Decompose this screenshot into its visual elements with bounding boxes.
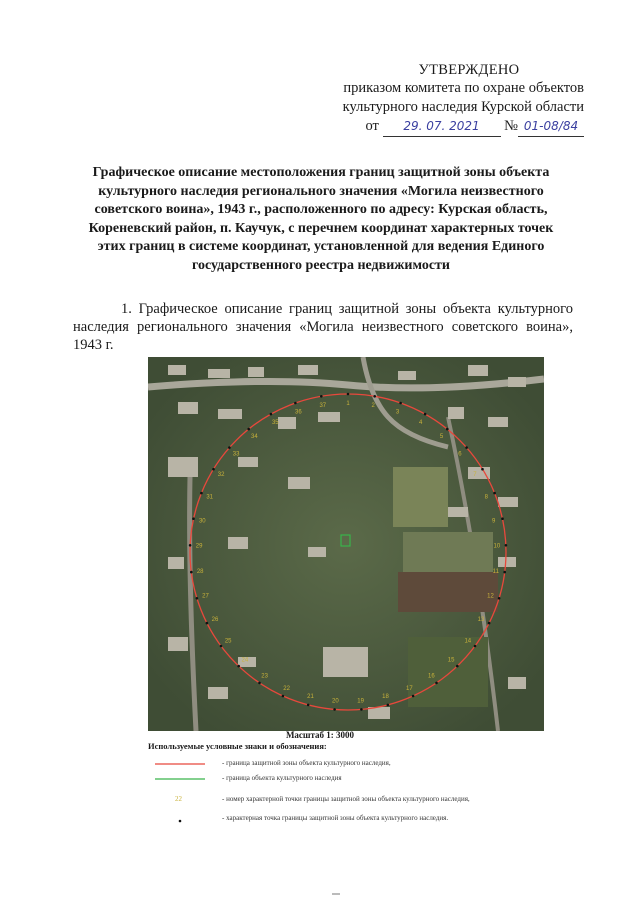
characteristic-point — [446, 428, 449, 431]
characteristic-point — [505, 544, 508, 547]
point-number-label: 32 — [217, 471, 225, 478]
characteristic-point — [237, 665, 240, 668]
paragraph-text: 1. Графическое описание границ защитной зоны объекта культурного наследия регионального значения «Могила неизвестного советского воина», 1943 г. — [73, 301, 573, 353]
characteristic-point — [474, 645, 477, 648]
map-scale: Масштаб 1: 3000 — [285, 730, 355, 740]
characteristic-point — [206, 622, 209, 625]
approval-block — [314, 62, 584, 137]
characteristic-point — [387, 704, 390, 707]
point-number-label: 29 — [195, 543, 203, 550]
map-canvas — [148, 357, 544, 731]
characteristic-point — [294, 402, 297, 405]
characteristic-point — [399, 402, 402, 405]
point-number-label: 15 — [447, 657, 455, 664]
legend-green-line-symbol — [155, 772, 205, 786]
legend-number-symbol: 22 — [175, 795, 182, 803]
characteristic-point — [481, 468, 484, 471]
point-number-label: 2 — [371, 403, 375, 410]
point-number-label: 12 — [487, 593, 494, 600]
characteristic-point — [192, 517, 195, 520]
document-title: Графическое описание местоположения границ защитной зоны объекта культурного наследия регионального значения «Могила неизвестного советского воина», 1943 г., расположенного по адресу: Курская область, Кореневский район, п. Каучук, с перечнем координат характерных точек этих границ в системе координат, установленной для ведения Единого государственного реестра недвижимости — [88, 165, 554, 273]
section-paragraph — [73, 300, 573, 354]
legend-item-zone — [155, 757, 555, 771]
approval-line-1: приказом комитета по охране объектов — [343, 80, 584, 96]
characteristic-point — [200, 492, 203, 495]
point-number-label: 17 — [406, 685, 413, 692]
characteristic-point — [212, 468, 215, 471]
legend-text: - характерная точка границы защитной зоны объекта культурного наследия. — [222, 814, 449, 822]
legend-text: - номер характерной точки границы защитной зоны объекта культурного наследия, — [222, 795, 470, 803]
characteristic-point — [190, 571, 193, 574]
legend-red-line-symbol — [155, 757, 205, 771]
point-number-label: 37 — [319, 403, 327, 410]
characteristic-point — [333, 708, 336, 711]
characteristic-point — [424, 413, 427, 416]
point-number-label: 14 — [464, 638, 472, 645]
point-number-label: 7 — [473, 471, 477, 478]
characteristic-point — [465, 446, 468, 449]
point-number-label: 11 — [492, 568, 499, 575]
characteristic-point — [220, 645, 223, 648]
characteristic-point — [498, 597, 501, 600]
point-number-label: 23 — [261, 673, 268, 680]
characteristic-point — [270, 413, 273, 416]
point-number-label: 20 — [332, 698, 339, 705]
satellite-map — [148, 357, 544, 731]
characteristic-point — [282, 695, 285, 698]
legend-dot-symbol — [155, 812, 205, 826]
point-number-label: 35 — [271, 419, 279, 426]
field — [398, 572, 498, 612]
field — [408, 637, 488, 707]
characteristic-point — [258, 682, 261, 685]
approval-heading: УТВЕРЖДЕНО — [418, 62, 520, 78]
characteristic-point — [320, 395, 323, 398]
characteristic-point — [488, 622, 491, 625]
characteristic-point — [196, 597, 199, 600]
point-number-label: 33 — [232, 451, 240, 458]
point-number-label: 18 — [382, 694, 389, 701]
legend-title: Используемые условные знаки и обозначения: — [148, 741, 327, 751]
characteristic-point — [435, 682, 438, 685]
characteristic-point — [360, 708, 363, 711]
point-number-label: 9 — [492, 518, 496, 525]
point-number-label: 26 — [211, 617, 219, 624]
point-number-label: 19 — [357, 698, 364, 705]
page-footer-mark — [332, 893, 340, 895]
point-number-label: 10 — [493, 543, 501, 550]
legend-item-point-number — [155, 793, 555, 807]
characteristic-point — [189, 544, 192, 547]
characteristic-point — [307, 704, 310, 707]
point-number-label: 31 — [206, 494, 214, 501]
date-prefix: от — [365, 118, 379, 134]
approval-date-number — [314, 117, 584, 137]
point-number-label: 25 — [224, 638, 232, 645]
point-number-label: 28 — [196, 568, 204, 575]
point-number-label: 27 — [202, 593, 209, 600]
approval-line-2: культурного наследия Курской области — [342, 99, 584, 115]
date-value: 29. 07. 2021 — [383, 117, 501, 137]
characteristic-point — [247, 428, 250, 431]
characteristic-point — [493, 492, 496, 495]
point-number-label: 13 — [477, 617, 485, 624]
point-number-label: 30 — [198, 518, 206, 525]
characteristic-point — [373, 395, 376, 398]
point-number-label: 3 — [395, 409, 400, 416]
field — [393, 467, 448, 527]
point-number-label: 6 — [458, 451, 462, 458]
legend-text: - граница объекта культурного наследия — [222, 774, 342, 782]
legend-item-point — [155, 812, 555, 826]
point-number-label: 34 — [251, 434, 258, 441]
number-prefix: № — [504, 118, 518, 134]
characteristic-point — [412, 695, 415, 698]
legend-text: - граница защитной зоны объекта культурного наследия, — [222, 759, 391, 767]
characteristic-point — [501, 517, 504, 520]
point-number-label: 1 — [346, 401, 350, 407]
point-number-label: 4 — [419, 419, 423, 426]
point-number-label: 22 — [283, 685, 290, 692]
characteristic-point — [228, 446, 231, 449]
legend-item-object — [155, 772, 555, 786]
point-number-label: 5 — [439, 434, 444, 441]
point-number-label: 21 — [307, 694, 314, 701]
number-value: 01-08/84 — [518, 117, 584, 137]
point-number-label: 24 — [241, 657, 249, 664]
characteristic-point — [347, 393, 350, 396]
point-number-label: 8 — [484, 494, 488, 501]
point-number-label: 16 — [428, 673, 435, 680]
characteristic-point — [456, 665, 459, 668]
characteristic-point — [503, 571, 506, 574]
point-number-label: 36 — [295, 409, 302, 416]
